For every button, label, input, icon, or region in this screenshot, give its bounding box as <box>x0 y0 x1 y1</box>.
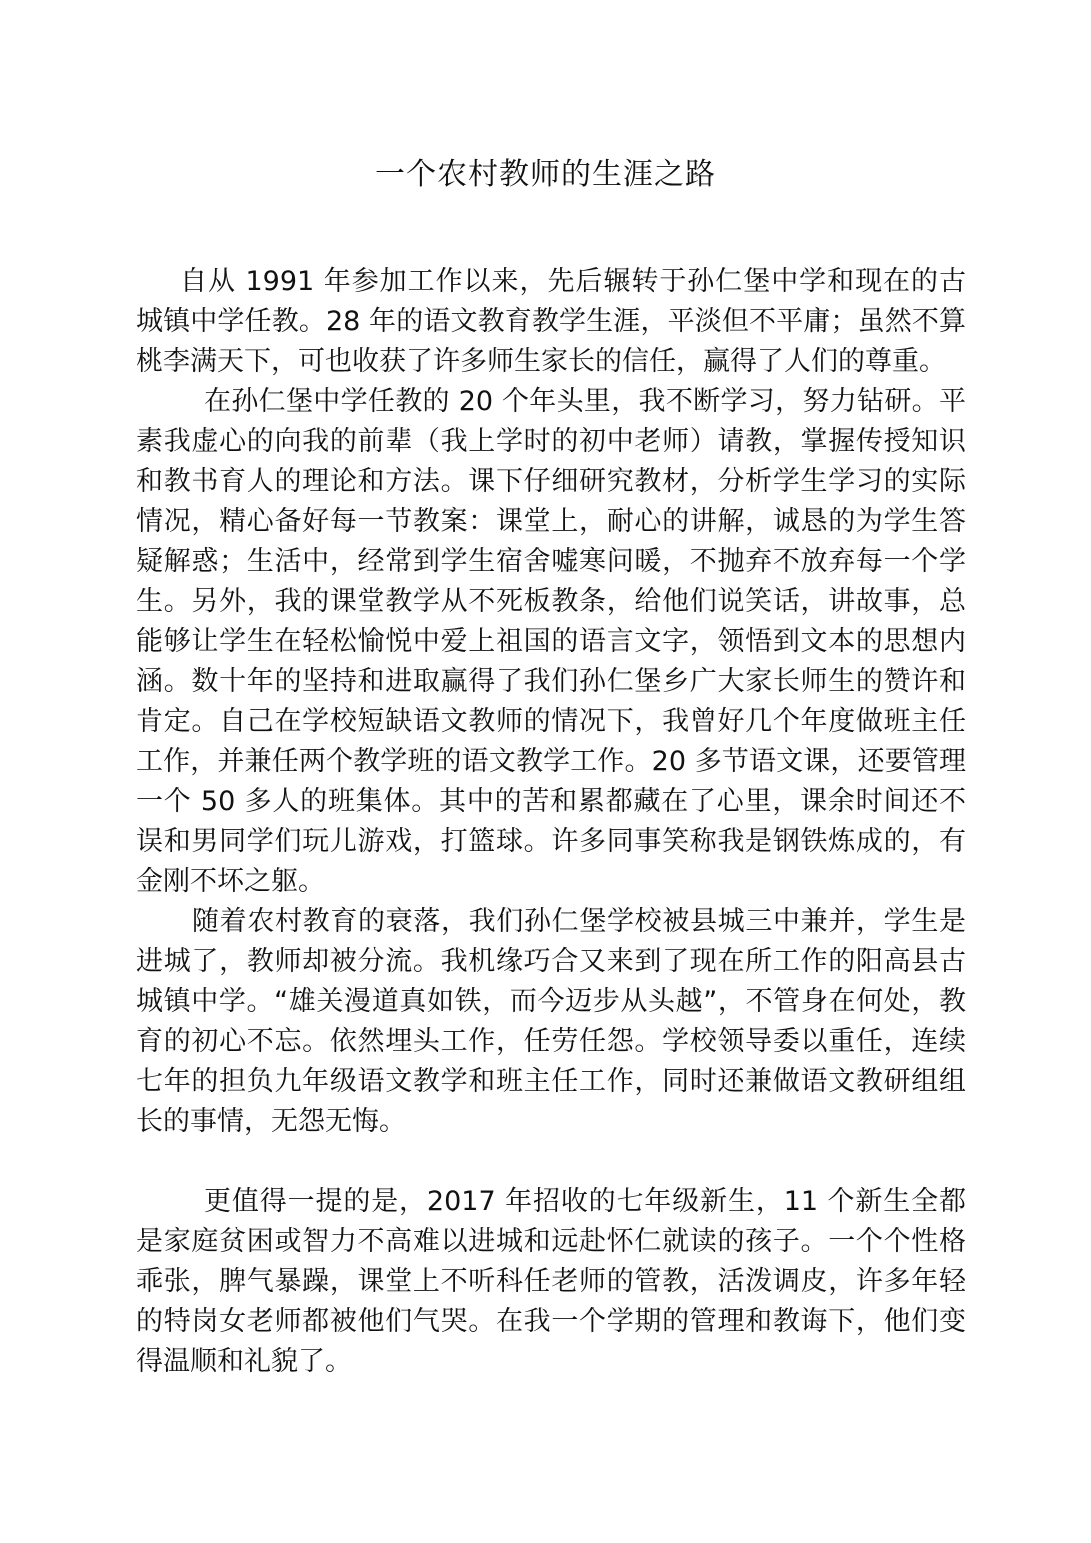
paragraph-3: 随着农村教育的衰落，我们孙仁堡学校被县城三中兼并，学生是进城了，教师却被分流。我机缘巧合又来到了现在所工作的阳高县古城镇中学。“雄关漫道真如铁，而今迈步从头越”，不管身在何处，教育的初心不忘。依然埋头工作，任劳任怨。学校领导委以重任，连续七年的担负九年级语文教学和班主任工作，同时还兼做语文教研组组长的事情，无怨无悔。 <box>136 906 966 1137</box>
paragraph-2: 在孙仁堡中学任教的 20 个年头里，我不断学习，努力钻研。平素我虚心的向我的前辈（我上学时的初中老师）请教，掌握传授知识和教书育人的理论和方法。课下仔细研究教材，分析学生学习的实际情况，精心备好每一节教案：课堂上，耐心的讲解，诚恳的为学生答疑解惑；生活中，经常到学生宿舍嘘寒问暖，不抛弃不放弃每一个学生。另外，我的课堂教学从不死板教条，给他们说笑话，讲故事，总能够让学生在轻松愉悦中爱上祖国的语言文字，领悟到文本的思想内涵。数十年的坚持和进取赢得了我们孙仁堡乡广大家长师生的赞许和肯定。自己在学校短缺语文教师的情况下，我曾好几个年度做班主任工作，并兼任两个教学班的语文教学工作。20 多节语文课，还要管理一个 50 多人的班集体。其中的苦和累都藏在了心里，课余时间还不误和男同学们玩儿游戏，打篮球。许多同事笑称我是钢铁炼成的，有金刚不坏之躯。 <box>136 386 966 897</box>
document-body <box>136 262 966 1382</box>
paragraph-1: 自从 1991 年参加工作以来，先后辗转于孙仁堡中学和现在的古城镇中学任教。28 年的语文教育教学生涯，平淡但不平庸；虽然不算桃李满天下，可也收获了许多师生家长的信任，赢得了人们的尊重。 <box>136 266 966 377</box>
paragraph-4: 更值得一提的是，2017 年招收的七年级新生，11 个新生全都是家庭贫困或智力不高难以进城和远赴怀仁就读的孩子。一个个性格乖张，脾气暴躁，课堂上不听科任老师的管教，活泼调皮，许多年轻的特岗女老师都被他们气哭。在我一个学期的管理和教诲下，他们变得温顺和礼貌了。 <box>136 1186 966 1377</box>
document-title: 一个农村教师的生涯之路 <box>375 157 716 192</box>
